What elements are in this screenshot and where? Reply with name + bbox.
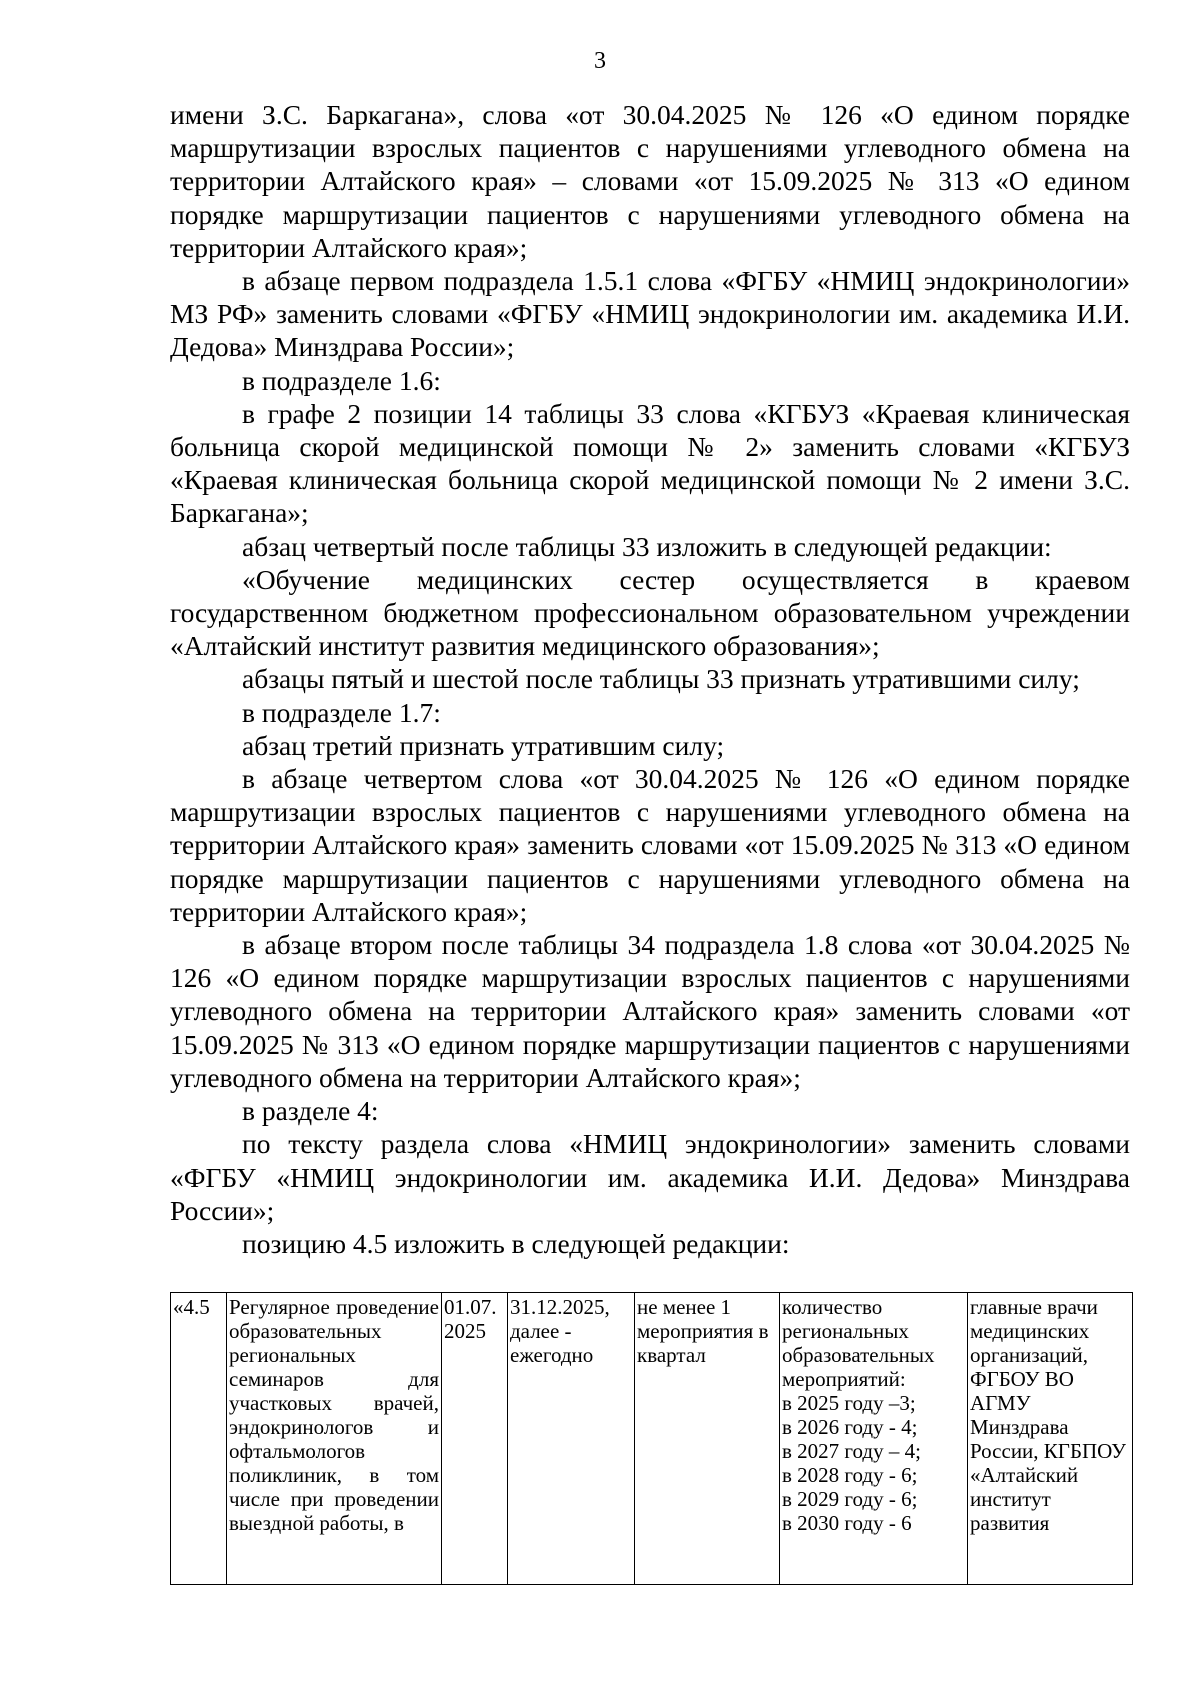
paragraph: «Обучение медицинских сестер осуществляется в краевом государственном бюджетном профессиональном образовательном учреждении «Алтайский институт развития медицинского образования»;: [170, 563, 1130, 662]
indicator-text: количество региональных образовательных мероприятий: в 2025 году –3; в 2026 году - 4; в 2027 году – 4; в 2028 году - 6; в 2029 году - 6; в 2030 году - 6: [782, 1295, 935, 1535]
page-number: 3: [594, 48, 606, 74]
paragraph: в подразделе 1.6:: [242, 364, 441, 396]
activity-text: Регулярное проведение образовательных региональных семинаров для участковых врачей, эндокринологов и офтальмологов поликлиник, в том числе при проведении выездной работы, в: [229, 1295, 439, 1535]
responsible-text: главные врачи медицинских организаций, ФГБОУ ВО АГМУ Минздрава России, КГБПОУ «Алтайский институт развития: [970, 1295, 1127, 1535]
indicator-cell: [780, 1293, 968, 1585]
start-date-cell: [442, 1293, 508, 1585]
position-cell: [171, 1293, 227, 1585]
position-number: «4.5: [173, 1295, 210, 1319]
paragraph: в абзаце четвертом слова «от 30.04.2025 № 126 «О едином порядке маршрутизации взрослых пациентов с нарушениями углеводного обмена на территории Алтайского края» заменить словами «от 15.09.2025 № 313 «О едином порядке маршрутизации пациентов с нарушениями углеводного обмена на территории Алтайского края»;: [170, 763, 1130, 927]
paragraph: в графе 2 позиции 14 таблицы 33 слова «КГБУЗ «Краевая клиническая больница скорой медицинской помощи № 2» заменить словами «КГБУЗ «Краевая клиническая больница скорой медицинской помощи № 2 имени З.С. Баркагана»;: [170, 397, 1130, 529]
start-date: 01.07. 2025: [444, 1295, 497, 1343]
paragraph: в подразделе 1.7:: [242, 696, 441, 728]
paragraph: в абзаце первом подраздела 1.5.1 слова «ФГБУ «НМИЦ эндокринологии» МЗ РФ» заменить словами «ФГБУ «НМИЦ эндокринологии им. академика И.И. Дедова» Минздрава России»;: [170, 265, 1130, 363]
paragraph: абзац четвертый после таблицы 33 изложить в следующей редакции:: [242, 530, 1052, 562]
end-date-cell: [508, 1293, 635, 1585]
paragraph: абзацы пятый и шестой после таблицы 33 признать утратившими силу;: [242, 663, 1080, 695]
frequency-text: не менее 1 мероприятия в квартал: [637, 1295, 769, 1367]
paragraph: в абзаце втором после таблицы 34 подраздела 1.8 слова «от 30.04.2025 № 126 «О едином порядке маршрутизации взрослых пациентов с нарушениями углеводного обмена на территории Алтайского края» заменить словами «от 15.09.2025 № 313 «О едином порядке маршрутизации пациентов с нарушениями углеводного обмена на территории Алтайского края»;: [170, 929, 1130, 1093]
paragraph: абзац третий признать утратившим силу;: [242, 729, 725, 761]
paragraph: позицию 4.5 изложить в следующей редакции:: [242, 1227, 790, 1259]
paragraph: по тексту раздела слова «НМИЦ эндокринологии» заменить словами «ФГБУ «НМИЦ эндокринологии им. академика И.И. Дедова» Минздрава России»;: [170, 1128, 1130, 1226]
paragraph: в разделе 4:: [242, 1095, 379, 1127]
table-row: [171, 1293, 1133, 1585]
paragraph: имени З.С. Баркагана», слова «от 30.04.2025 № 126 «О едином порядке маршрутизации взрослых пациентов с нарушениями углеводного обмена на территории Алтайского края» – словами «от 15.09.2025 № 313 «О едином порядке маршрутизации пациентов с нарушениями углеводного обмена на территории Алтайского края»;: [170, 99, 1130, 263]
responsible-cell: [968, 1293, 1133, 1585]
measures-table: [170, 1292, 1133, 1585]
document-body: [170, 98, 1130, 1260]
frequency-cell: [635, 1293, 780, 1585]
end-date: 31.12.2025, далее - ежегодно: [510, 1295, 610, 1367]
activity-cell: [227, 1293, 442, 1585]
